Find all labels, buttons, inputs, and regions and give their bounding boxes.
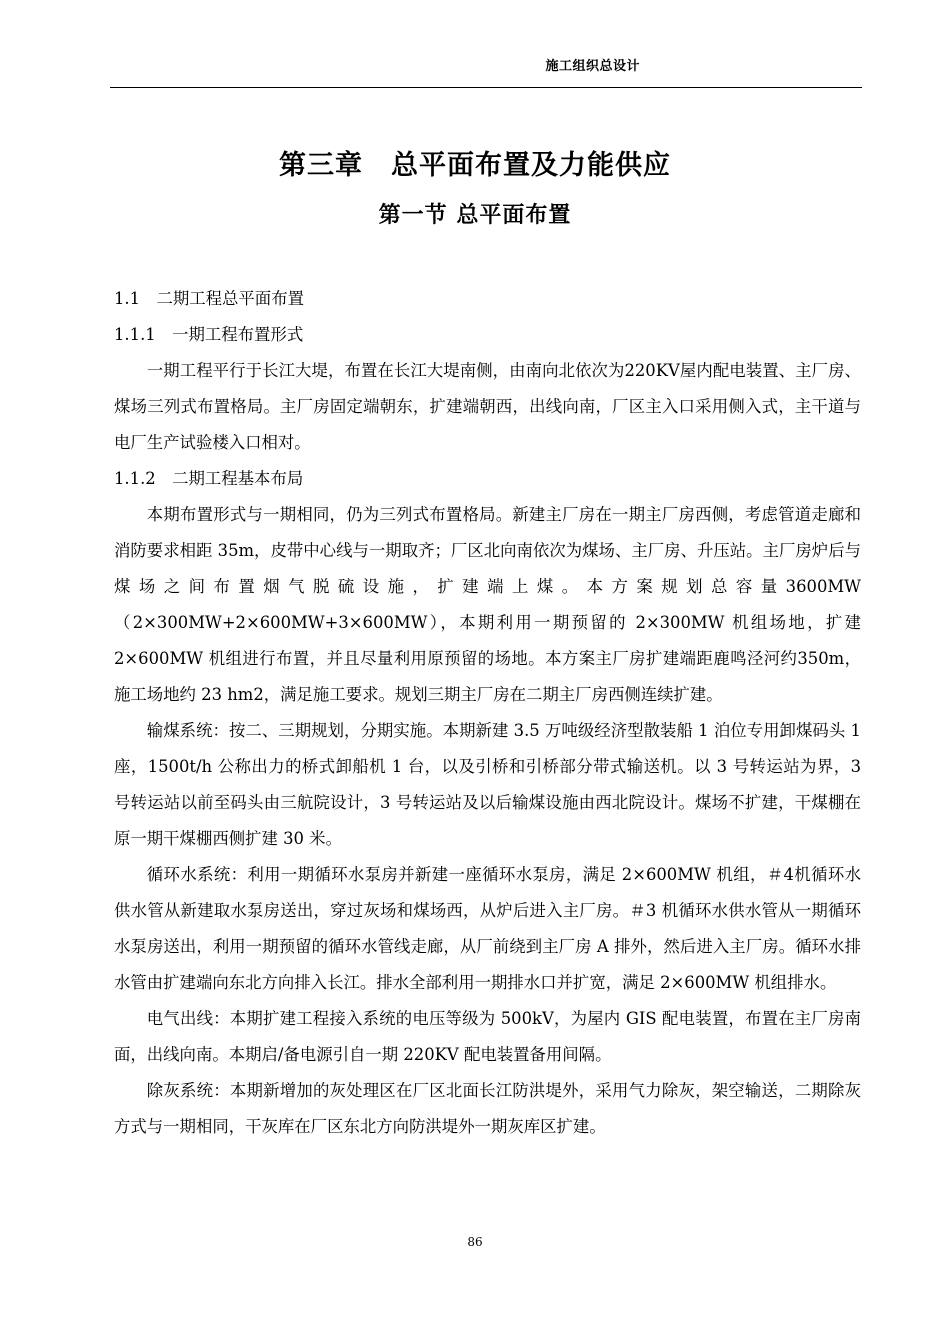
chapter-title: 第三章 总平面布置及力能供应 <box>279 150 671 181</box>
heading-1-1-2: 1.1.2 二期工程基本布局 <box>114 469 304 488</box>
section-title: 第一节 总平面布置 <box>378 203 572 228</box>
paragraph-ash-removal: 除灰系统：本期新增加的灰处理区在厂区北面长江防洪堤外，采用气力除灰，架空输送，二期除灰方式与一期相同，干灰库在厂区东北方向防洪堤外一期灰库区扩建。 <box>114 1081 861 1136</box>
document-body <box>114 281 861 1145</box>
paragraph-coal-system: 输煤系统：按二、三期规划，分期实施。本期新建 3.5 万吨级经济型散装船 1 泊位专用卸煤码头 1 座，1500t/h 公称出力的桥式卸船机 1 台，以及引桥和引桥部分带式输送机。以 3 号转运站为界，3 号转运站以前至码头由三航院设计，3 号转运站及以后输煤设施由西北院设计。煤场不扩建，干煤棚在原一期干煤棚西侧扩建 30 米。 <box>114 721 861 848</box>
paragraph-electrical-outlet: 电气出线：本期扩建工程接入系统的电压等级为 500kV，为屋内 GIS 配电装置，布置在主厂房南面，出线向南。本期启/备电源引自一期 220KV 配电装置备用间隔。 <box>114 1009 861 1064</box>
heading-1-1-1: 1.1.1 一期工程布置形式 <box>114 325 304 344</box>
page-number: 86 <box>467 1235 483 1249</box>
paragraph-phase2-layout: 本期布置形式与一期相同，仍为三列式布置格局。新建主厂房在一期主厂房西侧，考虑管道走廊和消防要求相距 35m，皮带中心线与一期取齐；厂区北向南依次为煤场、主厂房、升压站。主厂房炉后与煤场之间布置烟气脱硫设施，扩建端上煤。本方案规划总容量3600MW（2×300MW+2×600MW+3×600MW），本期利用一期预留的 2×300MW 机组场地，扩建2×600MW 机组进行布置，并且尽量利用原预留的场地。本方案主厂房扩建端距鹿鸣泾河约350m，施工场地约 23 hm2，满足施工要求。规划三期主厂房在二期主厂房西侧连续扩建。 <box>114 505 861 704</box>
paragraph-phase1-layout: 一期工程平行于长江大堤，布置在长江大堤南侧，由南向北依次为220KV屋内配电装置、主厂房、煤场三列式布置格局。主厂房固定端朝东，扩建端朝西，出线向南，厂区主入口采用侧入式，主干道与电厂生产试验楼入口相对。 <box>114 361 861 452</box>
running-header-title: 施工组织总设计 <box>545 59 640 74</box>
header-divider <box>110 87 862 88</box>
heading-1-1: 1.1 二期工程总平面布置 <box>114 289 304 308</box>
paragraph-circulating-water: 循环水系统：利用一期循环水泵房并新建一座循环水泵房，满足 2×600MW 机组，＃4机循环水供水管从新建取水泵房送出，穿过灰场和煤场西，从炉后进入主厂房。＃3 机循环水供水管从一期循环水泵房送出，利用一期预留的循环水管线走廊，从厂前绕到主厂房 A 排外，然后进入主厂房。循环水排水管由扩建端向东北方向排入长江。排水全部利用一期排水口并扩宽，满足 2×600MW 机组排水。 <box>114 865 861 992</box>
